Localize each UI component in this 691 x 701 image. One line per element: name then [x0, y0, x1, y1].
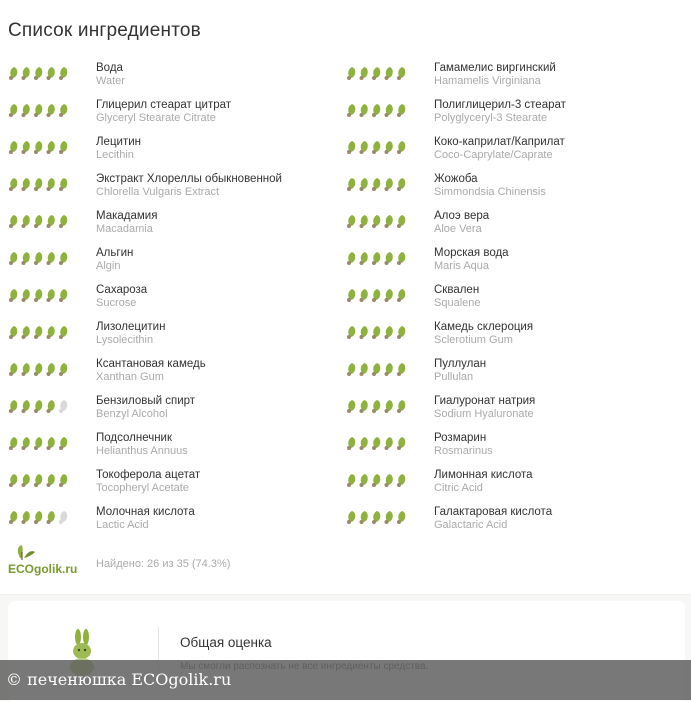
- ingredient-row[interactable]: [346, 173, 691, 210]
- leaf-rating-icon: [397, 326, 405, 339]
- ingredient-name-ru: Вода: [96, 62, 123, 74]
- leaf-rating-icon: [372, 474, 380, 487]
- leaf-rating-icon: [347, 67, 355, 80]
- ingredient-name-latin: Squalene: [434, 297, 481, 309]
- leaf-rating-icon: [385, 67, 393, 80]
- ingredient-row[interactable]: [346, 358, 691, 395]
- ingredient-row[interactable]: [8, 136, 353, 173]
- leaf-rating-icon: [372, 511, 380, 524]
- ingredient-name-latin: Tocopheryl Acetate: [96, 482, 189, 494]
- leaf-rating-icon: [47, 326, 55, 339]
- leaf-rating-icon: [385, 104, 393, 117]
- leaf-rating-icon: [360, 511, 368, 524]
- leaf-rating-icon: [22, 67, 30, 80]
- leaf-rating-icon: [34, 289, 42, 302]
- ingredient-row[interactable]: [8, 321, 353, 358]
- ingredient-row[interactable]: [346, 469, 691, 506]
- ingredient-name-ru: Сахароза: [96, 284, 148, 296]
- leaf-rating-icon: [360, 67, 368, 80]
- ingredient-row[interactable]: [8, 469, 353, 506]
- leaf-rating-icon: [9, 178, 17, 191]
- leaf-rating-icon: [59, 326, 67, 339]
- leaf-rating-icon: [372, 178, 380, 191]
- ingredient-name-ru: Бензиловый спирт: [96, 395, 196, 407]
- ingredient-names: [434, 247, 509, 273]
- ecogolik-logo: [8, 544, 86, 576]
- ingredient-name-latin: Benzyl Alcohol: [96, 408, 168, 420]
- ingredient-name-latin: Helianthus Annuus: [96, 445, 188, 457]
- leaf-rating-icon: [397, 437, 405, 450]
- ingredient-rating: [8, 139, 78, 155]
- leaf-rating-icon: [9, 67, 17, 80]
- leaf-rating-icon: [22, 400, 30, 413]
- leaf-rating-icon: [372, 141, 380, 154]
- ingredient-row[interactable]: [8, 506, 353, 543]
- ingredient-name-latin: Algin: [96, 260, 121, 272]
- leaf-rating-icon: [59, 178, 67, 191]
- leaf-rating-icon: [34, 437, 42, 450]
- ingredient-names: [96, 99, 231, 125]
- ingredient-names: [434, 173, 546, 199]
- ingredient-row[interactable]: [346, 284, 691, 321]
- ingredient-names: [434, 62, 556, 88]
- ingredient-rating: [8, 361, 78, 377]
- leaf-rating-icon: [360, 215, 368, 228]
- leaf-rating-icon: [397, 252, 405, 265]
- leaf-rating-icon: [397, 104, 405, 117]
- ingredient-name-latin: Water: [96, 75, 125, 87]
- ingredient-name-ru: Камедь склероция: [434, 321, 534, 333]
- ingredient-column-left: [8, 62, 353, 543]
- ingredient-name-ru: Макадамия: [96, 210, 158, 222]
- leaf-rating-icon: [397, 67, 405, 80]
- ingredient-rating: [8, 102, 78, 118]
- leaf-rating-icon: [9, 141, 17, 154]
- watermark-banner: [0, 660, 691, 700]
- leaf-rating-icon: [22, 178, 30, 191]
- leaf-rating-icon: [397, 289, 405, 302]
- watermark-text: © печенюшка ECOgolik.ru: [6, 670, 232, 689]
- leaf-rating-icon: [22, 104, 30, 117]
- leaf-rating-icon: [372, 215, 380, 228]
- leaf-rating-icon: [34, 178, 42, 191]
- leaf-rating-icon: [34, 215, 42, 228]
- leaf-rating-icon: [347, 178, 355, 191]
- leaf-rating-icon: [34, 104, 42, 117]
- leaf-rating-icon: [9, 437, 17, 450]
- ingredient-rating: [346, 65, 416, 81]
- ingredient-rating: [346, 435, 416, 451]
- ingredient-rating: [346, 324, 416, 340]
- leaf-rating-icon: [347, 326, 355, 339]
- leaf-rating-icon: [34, 363, 42, 376]
- leaf-rating-icon: [360, 178, 368, 191]
- ingredient-name-ru: Алоэ вера: [434, 210, 490, 222]
- leaf-rating-icon: [59, 141, 67, 154]
- leaf-rating-icon: [47, 289, 55, 302]
- ingredient-name-latin: Sucrose: [96, 297, 137, 309]
- overall-title: Общая оценка: [180, 635, 272, 650]
- leaf-rating-icon: [372, 363, 380, 376]
- leaf-rating-icon: [397, 474, 405, 487]
- ingredient-row[interactable]: [346, 62, 691, 99]
- ingredient-column-right: [346, 62, 691, 543]
- ingredient-names: [434, 321, 533, 347]
- ingredient-rating: [8, 324, 78, 340]
- leaf-rating-icon: [347, 289, 355, 302]
- leaf-rating-icon: [47, 437, 55, 450]
- ingredient-name-ru: Пуллулан: [434, 358, 487, 370]
- leaf-rating-icon: [397, 363, 405, 376]
- leaf-rating-icon: [397, 141, 405, 154]
- ingredient-row[interactable]: [346, 506, 691, 543]
- leaf-rating-icon: [9, 363, 17, 376]
- ingredient-rating: [346, 139, 416, 155]
- leaf-rating-icon: [9, 289, 17, 302]
- leaf-rating-icon: [397, 511, 405, 524]
- ingredient-name-ru: Полиглицерил-3 стеарат: [434, 99, 566, 111]
- ingredient-name-latin: Galactaric Acid: [434, 519, 508, 531]
- ingredient-name-ru: Жожоба: [434, 173, 478, 185]
- ingredient-rating: [346, 472, 416, 488]
- found-count: Найдено: 26 из 35 (74.3%): [96, 558, 231, 570]
- ingredient-rating: [346, 213, 416, 229]
- leaf-rating-icon: [385, 215, 393, 228]
- leaf-rating-icon: [34, 141, 42, 154]
- leaf-rating-icon: [47, 400, 55, 413]
- ingredient-names: [96, 173, 282, 199]
- leaf-rating-icon: [47, 67, 55, 80]
- ingredient-name-ru: Галактаровая кислота: [434, 506, 553, 518]
- ingredient-rating: [346, 398, 416, 414]
- leaf-rating-icon: [385, 363, 393, 376]
- leaf-rating-icon: [34, 400, 42, 413]
- leaf-rating-icon: [22, 252, 30, 265]
- ingredient-name-ru: Альгин: [96, 247, 134, 259]
- page-title: Список ингредиентов: [8, 20, 201, 41]
- leaf-rating-icon: [59, 215, 67, 228]
- ingredient-name-ru: Экстракт Хлореллы обыкновенной: [96, 173, 282, 185]
- leaf-rating-icon: [59, 511, 67, 524]
- leaf-rating-icon: [372, 289, 380, 302]
- leaf-rating-icon: [385, 141, 393, 154]
- ingredient-names: [434, 99, 566, 125]
- ingredient-names: [434, 395, 535, 421]
- leaf-rating-icon: [59, 363, 67, 376]
- ingredient-names: [96, 432, 188, 458]
- ingredient-name-ru: Гамамелис виргинский: [434, 62, 556, 74]
- leaf-rating-icon: [47, 363, 55, 376]
- leaf-rating-icon: [360, 141, 368, 154]
- leaf-rating-icon: [59, 67, 67, 80]
- leaf-rating-icon: [47, 104, 55, 117]
- ingredient-names: [96, 506, 195, 532]
- leaf-rating-icon: [9, 252, 17, 265]
- leaf-rating-icon: [34, 326, 42, 339]
- ingredient-name-latin: Lecithin: [96, 149, 134, 161]
- ingredient-name-ru: Гиалуронат натрия: [434, 395, 536, 407]
- ingredient-rating: [346, 176, 416, 192]
- leaf-rating-icon: [372, 437, 380, 450]
- leaf-rating-icon: [360, 289, 368, 302]
- ingredient-row[interactable]: [8, 210, 353, 247]
- ingredient-name-latin: Sodium Hyaluronate: [434, 408, 534, 420]
- ingredient-names: [434, 506, 552, 532]
- leaf-rating-icon: [360, 363, 368, 376]
- leaf-rating-icon: [347, 511, 355, 524]
- ingredient-name-latin: Rosmarinus: [434, 445, 493, 457]
- leaf-rating-icon: [34, 252, 42, 265]
- ingredient-rating: [8, 65, 78, 81]
- ingredient-names: [434, 358, 486, 384]
- leaf-rating-icon: [9, 104, 17, 117]
- ingredient-names: [434, 432, 493, 458]
- ingredient-row[interactable]: [8, 99, 353, 136]
- ingredient-name-ru: Розмарин: [434, 432, 487, 444]
- leaf-rating-icon: [385, 289, 393, 302]
- leaf-rating-icon: [372, 252, 380, 265]
- ingredient-name-latin: Lactic Acid: [96, 519, 149, 531]
- leaf-rating-icon: [385, 252, 393, 265]
- ingredient-row[interactable]: [8, 432, 353, 469]
- ingredient-name-ru: Лецитин: [96, 136, 141, 148]
- ingredient-rating: [8, 287, 78, 303]
- ingredient-name-ru: Морская вода: [434, 247, 509, 259]
- ingredient-name-latin: Lysolecithin: [96, 334, 154, 346]
- ingredient-name-ru: Лизолецитин: [96, 321, 166, 333]
- ingredient-names: [96, 284, 147, 310]
- leaf-rating-icon: [385, 437, 393, 450]
- leaf-rating-icon: [385, 511, 393, 524]
- ingredient-row[interactable]: [346, 321, 691, 358]
- leaf-rating-icon: [22, 474, 30, 487]
- ingredient-footer: [8, 544, 348, 580]
- leaf-rating-icon: [59, 289, 67, 302]
- ingredient-name-latin: Hamamelis Virginiana: [434, 75, 541, 87]
- leaf-rating-icon: [22, 511, 30, 524]
- leaf-rating-icon: [385, 474, 393, 487]
- ingredient-names: [96, 358, 206, 384]
- ingredient-row[interactable]: [346, 99, 691, 136]
- leaf-rating-icon: [47, 141, 55, 154]
- leaf-rating-icon: [397, 178, 405, 191]
- leaf-rating-icon: [47, 474, 55, 487]
- ingredient-row[interactable]: [8, 62, 353, 99]
- ingredient-name-latin: Citric Acid: [434, 482, 483, 494]
- ingredient-names: [434, 469, 533, 495]
- leaf-rating-icon: [360, 474, 368, 487]
- leaf-rating-icon: [347, 363, 355, 376]
- leaf-rating-icon: [9, 474, 17, 487]
- ingredient-name-latin: Coco-Caprylate/Caprate: [434, 149, 553, 161]
- ingredient-name-ru: Лимонная кислота: [434, 469, 533, 481]
- leaf-rating-icon: [360, 104, 368, 117]
- ingredient-row[interactable]: [8, 247, 353, 284]
- leaf-rating-icon: [9, 215, 17, 228]
- ingredient-rating: [8, 176, 78, 192]
- leaf-rating-icon: [372, 326, 380, 339]
- ingredient-name-latin: Glyceryl Stearate Citrate: [96, 112, 216, 124]
- leaf-rating-icon: [397, 215, 405, 228]
- ingredient-name-latin: Sclerotium Gum: [434, 334, 513, 346]
- leaf-rating-icon: [9, 400, 17, 413]
- ingredient-rating: [8, 250, 78, 266]
- ingredient-rating: [8, 435, 78, 451]
- ingredient-name-ru: Молочная кислота: [96, 506, 195, 518]
- ingredient-rating: [8, 398, 78, 414]
- leaf-rating-icon: [47, 215, 55, 228]
- ingredient-name-latin: Xanthan Gum: [96, 371, 164, 383]
- ingredient-name-ru: Токоферола ацетат: [96, 469, 201, 481]
- leaf-rating-icon: [59, 474, 67, 487]
- ingredient-row[interactable]: [8, 173, 353, 210]
- leaf-rating-icon: [397, 400, 405, 413]
- leaf-rating-icon: [347, 400, 355, 413]
- leaf-rating-icon: [385, 178, 393, 191]
- ingredient-name-latin: Pullulan: [434, 371, 474, 383]
- ingredient-rating: [346, 102, 416, 118]
- leaf-rating-icon: [59, 104, 67, 117]
- leaf-rating-icon: [360, 437, 368, 450]
- ingredient-names: [96, 469, 200, 495]
- ingredient-name-latin: Polyglyceryl-3 Stearate: [434, 112, 548, 124]
- ingredient-row[interactable]: [346, 395, 691, 432]
- ingredient-row[interactable]: [8, 395, 353, 432]
- ingredient-names: [96, 210, 157, 236]
- ingredient-name-ru: Сквален: [434, 284, 480, 296]
- ingredient-names: [96, 395, 195, 421]
- leaf-rating-icon: [47, 178, 55, 191]
- ingredient-name-ru: Подсолнечник: [96, 432, 173, 444]
- ingredient-name-ru: Коко-каприлат/Каприлат: [434, 136, 565, 148]
- leaf-rating-icon: [372, 104, 380, 117]
- leaf-rating-icon: [347, 141, 355, 154]
- leaf-rating-icon: [372, 400, 380, 413]
- leaf-rating-icon: [34, 67, 42, 80]
- leaf-rating-icon: [47, 252, 55, 265]
- ingredient-name-latin: Simmondsia Chinensis: [434, 186, 546, 198]
- leaf-rating-icon: [347, 437, 355, 450]
- leaf-rating-icon: [360, 252, 368, 265]
- ingredient-name-latin: Macadamia: [96, 223, 153, 235]
- leaf-rating-icon: [360, 326, 368, 339]
- ingredient-names: [96, 247, 133, 273]
- leaf-rating-icon: [34, 511, 42, 524]
- ingredient-names: [434, 136, 565, 162]
- leaf-rating-icon: [347, 104, 355, 117]
- leaf-rating-icon: [59, 400, 67, 413]
- ingredient-row[interactable]: [8, 358, 353, 395]
- ingredient-names: [96, 62, 125, 88]
- leaf-rating-icon: [47, 511, 55, 524]
- ingredient-name-latin: Aloe Vera: [434, 223, 482, 235]
- leaf-rating-icon: [22, 289, 30, 302]
- leaf-rating-icon: [385, 400, 393, 413]
- leaf-rating-icon: [59, 437, 67, 450]
- leaf-rating-icon: [372, 67, 380, 80]
- ingredient-rating: [346, 509, 416, 525]
- ingredient-names: [96, 136, 141, 162]
- leaf-rating-icon: [360, 400, 368, 413]
- ingredient-name-latin: Chlorella Vulgaris Extract: [96, 186, 220, 198]
- ingredient-rating: [8, 472, 78, 488]
- leaf-rating-icon: [59, 252, 67, 265]
- ingredient-row[interactable]: [346, 136, 691, 173]
- leaf-rating-icon: [22, 437, 30, 450]
- leaf-rating-icon: [9, 511, 17, 524]
- leaf-rating-icon: [22, 141, 30, 154]
- ingredient-name-ru: Глицерил стеарат цитрат: [96, 99, 232, 111]
- ingredient-names: [434, 210, 489, 236]
- ingredient-row[interactable]: [346, 247, 691, 284]
- ingredient-name-ru: Ксантановая камедь: [96, 358, 206, 370]
- leaf-rating-icon: [347, 215, 355, 228]
- ingredient-rating: [8, 213, 78, 229]
- leaf-rating-icon: [22, 363, 30, 376]
- ingredient-names: [96, 321, 165, 347]
- ingredient-row[interactable]: [8, 284, 353, 321]
- leaf-rating-icon: [9, 326, 17, 339]
- ingredient-rating: [346, 287, 416, 303]
- ingredient-rating: [346, 250, 416, 266]
- leaf-rating-icon: [22, 215, 30, 228]
- leaf-rating-icon: [347, 252, 355, 265]
- leaf-rating-icon: [34, 474, 42, 487]
- leaf-rating-icon: [347, 474, 355, 487]
- ingredient-rating: [346, 361, 416, 377]
- ingredient-row[interactable]: [346, 432, 691, 469]
- leaf-rating-icon: [385, 326, 393, 339]
- ingredient-row[interactable]: [346, 210, 691, 247]
- ingredient-rating: [8, 509, 78, 525]
- logo-text: ECOgolik.ru: [8, 562, 78, 576]
- leaf-rating-icon: [22, 326, 30, 339]
- ingredient-names: [434, 284, 481, 310]
- ingredient-name-latin: Maris Aqua: [434, 260, 490, 272]
